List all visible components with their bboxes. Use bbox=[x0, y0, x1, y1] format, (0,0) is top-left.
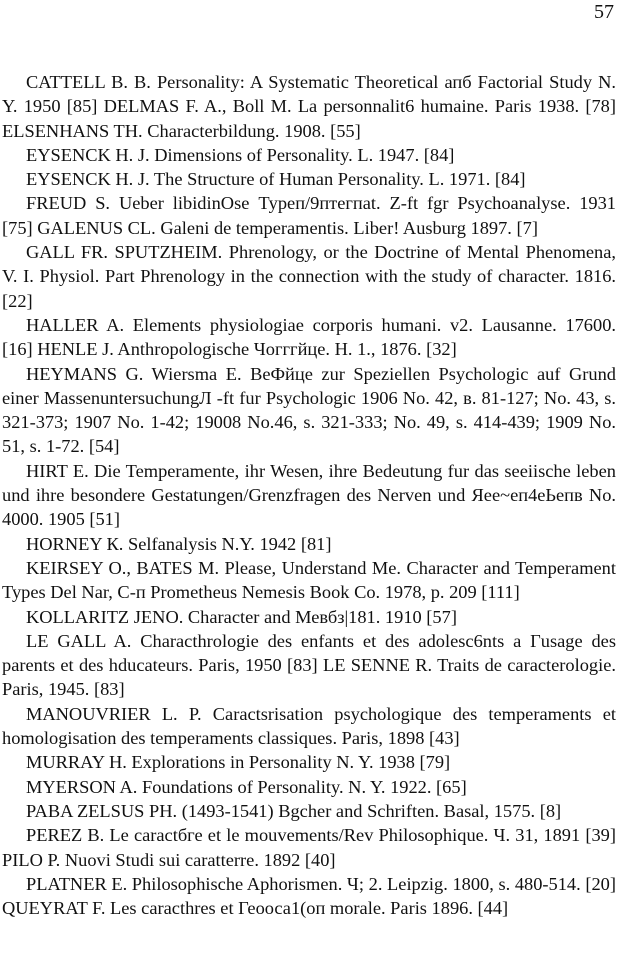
bibliography-entry: HORNEY К. Selfanalysis N.Y. 1942 [81] bbox=[26, 533, 332, 554]
bibliography-entry: KEIRSEY O., BATES M. Please, Understand Me. Character and Temperament Types Del Nar, С-п Prometheus Nemesis Book Co. 1978, p. 209 [111] bbox=[2, 557, 616, 603]
bibliography-entry: MYERSON A. Foundations of Personality. N. Y. 1922. [65] bbox=[26, 776, 467, 797]
bibliography-entry: HALLER A. Elements physiologiae corporis humani. v2. Lausanne. 17600. [16] HENLE J. Anthropologische Чогггйце. H. 1., 1876. [32] bbox=[2, 314, 616, 360]
bibliography-entry: HEYMANS G. Wiersma E. ВеФйце zur Speziellen Psychologic auf Grund einer MassenuntersuchungЛ -ft fur Psychologic 1906 No. 42, в. 81-127; No. 43, s. 321-373; 1907 No. 1-42; 19008 No.46, s. 321-333; No. 49, s. 414-439; 1909 No. 51, s. 1-72. [54] bbox=[2, 363, 616, 457]
bibliography-entry: CATTELL B. B. Personality: A Systematic Theoretical апб Factorial Study N. Y. 1950 [85] DELMAS F. A., Boll M. La personnalit6 humaine. Paris 1938. [78] ELSENHANS TH. Characterbildung. 1908. [55] bbox=[2, 72, 616, 141]
bibliography-entry: MANOUVRIER L. P. Caractsrisation psychologique des temperaments et homologisation des temperaments classiques. Paris, 1898 [43] bbox=[2, 703, 616, 749]
bibliography-entry: PEREZ B. Le caractбге et le mouvements/Rev Philosophique. Ч. 31, 1891 [39] PILO P. Nuovi Studi sui caratterre. 1892 [40] bbox=[2, 825, 616, 870]
bibliography-entry: PABA ZELSUS PH. (1493-1541) Bgcher and Schriften. Basal, 1575. [8] bbox=[26, 800, 562, 821]
bibliography-entry: HIRT E. Die Temperamente, ihr Wesen, ihre Bedeutung fur das seeiische leben und ihre besondere Gestatungen/Grenzfragen des Nerven und Яее~еп4еЬепв No. 4000. 1905 [51] bbox=[2, 460, 616, 530]
bibliography-entry: KOLLARITZ JENO. Character and Мевбз|181. 1910 [57] bbox=[26, 606, 457, 627]
bibliography-list bbox=[2, 70, 616, 920]
bibliography-entry: MURRAY H. Explorations in Personality N. Y. 1938 [79] bbox=[26, 752, 451, 773]
bibliography-entry: GALL FR. SPUTZHEIM. Phrenology, or the Doctrine of Mental Phenomena, V. I. Physiol. Part Phrenology in the connection with the study of character. 1816. [22] bbox=[2, 242, 616, 311]
page-number: 57 bbox=[594, 1, 614, 23]
bibliography-entry: FREUD S. Ueber libidinOse Туреп/9птегпаt. Z-ft fgr Psychoanalyse. 1931 [75] GALENUS CL. Galeni de temperamentis. Liber! Ausburg 1897. [7] bbox=[2, 193, 616, 238]
bibliography-entry: EYSENCK H. J. The Structure of Human Personality. L. 1971. [84] bbox=[26, 169, 526, 190]
bibliography-entry: PLATNER E. Philosophische Aphorismen. Ч; 2. Leipzig. 1800, s. 480-514. [20] QUEYRAT F. Les caracthres et Геооса1(оп morale. Paris 1896. [44] bbox=[2, 873, 616, 919]
bibliography-entry: EYSENCK H. J. Dimensions of Personality. L. 1947. [84] bbox=[26, 144, 455, 165]
bibliography-entry: LE GALL A. Characthrologie des enfants et des adolesc6nts a Гusage des parents et des hducateurs. Paris, 1950 [83] LE SENNE R. Traits de caracterologie. Paris, 1945. [83] bbox=[2, 630, 616, 700]
